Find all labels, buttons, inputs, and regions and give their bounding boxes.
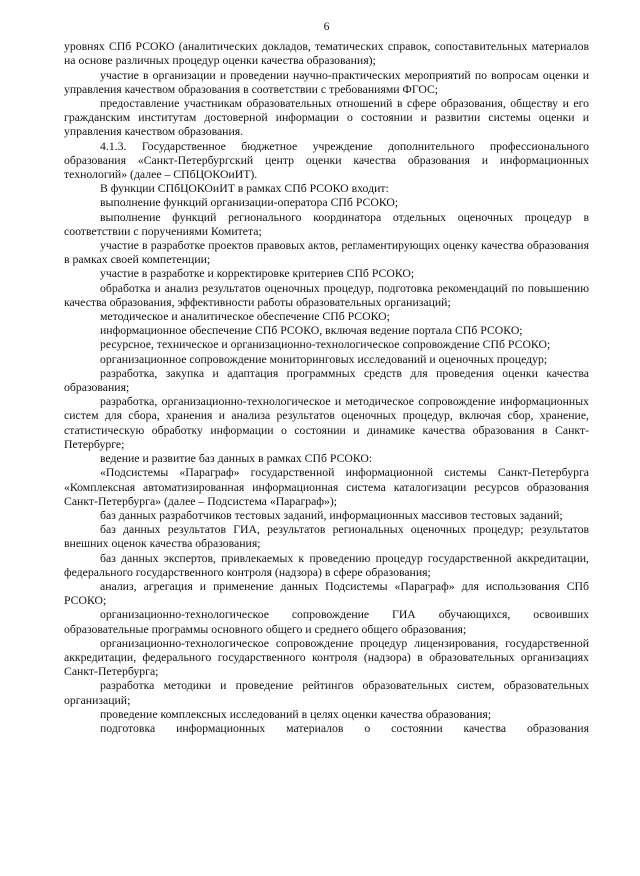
- document-page: [64, 20, 589, 736]
- paragraph: «Подсистемы «Параграф» государственной информационной системы Санкт-Петербурга «Комплексная автоматизированная информационная система каталогизации ресурсов образования Санкт-Петербурга» (далее – Подсистема «Параграф»);: [64, 466, 589, 508]
- page-number: 6: [323, 20, 330, 33]
- paragraph: уровнях СПб РСОКО (аналитических докладов, тематических справок, сопоставительных материалов на основе различных процедур оценки качества образования);: [64, 40, 589, 68]
- paragraph: разработка, закупка и адаптация программных средств для проведения оценки качества образования;: [64, 366, 589, 395]
- paragraph: обработка и анализ результатов оценочных процедур, подготовка рекомендаций по повышению качества образования, эффективности работы образовательных организаций;: [64, 281, 589, 309]
- paragraph: анализ, агрегация и применение данных Подсистемы «Параграф» для использования СПб РСОКО;: [64, 579, 589, 608]
- paragraph: методическое и аналитическое обеспечение СПб РСОКО;: [100, 310, 390, 324]
- paragraph: ресурсное, техническое и организационно-технологическое сопровождение СПб РСОКО;: [100, 338, 551, 352]
- paragraph: ведение и развитие баз данных в рамках СПб РСОКО:: [100, 452, 373, 466]
- paragraph: баз данных результатов ГИА, результатов региональных оценочных процедур; результатов внешних оценок качества образования;: [64, 523, 589, 551]
- paragraph: предоставление участникам образовательных отношений в сфере образования, обществу и его гражданским институтам достоверной информации о состоянии и развитии системы оценки и управления качеством образования.: [64, 97, 589, 139]
- document-body: [64, 40, 589, 736]
- paragraph: выполнение функций организации-оператора СПб РСОКО;: [100, 196, 399, 210]
- paragraph: участие в разработке и корректировке критериев СПб РСОКО;: [100, 267, 415, 281]
- paragraph: организационно-технологическое сопровождение процедур лицензирования, государственной аккредитации, федерального государственного контроля (надзора) в образовательных организациях Санкт-Петербурга;: [64, 636, 589, 679]
- paragraph: подготовка информационных материалов о состоянии качества образования: [100, 721, 589, 735]
- paragraph: участие в разработке проектов правовых актов, регламентирующих оценку качества образования в рамках своей компетенции;: [64, 239, 589, 267]
- paragraph: информационное обеспечение СПб РСОКО, включая ведение портала СПб РСОКО;: [100, 324, 523, 338]
- paragraph: баз данных разработчиков тестовых заданий, информационных массивов тестовых заданий;: [100, 508, 563, 522]
- paragraph: организационно-технологическое сопровождение ГИА обучающихся, освоивших образовательные программы основного общего и среднего общего образования;: [64, 608, 589, 636]
- paragraph: разработка, организационно-технологическое и методическое сопровождение информационных систем для сбора, хранения и анализа результатов оценочных процедур, включая сбор, хранение, статистическую обработку информации о состоянии и динамике качества образования в Санкт-Петербурге;: [64, 395, 589, 451]
- paragraph: участие в организации и проведении научно-практических мероприятий по вопросам оценки и управления качеством образования в соответствии с требованиями ФГОС;: [64, 68, 589, 96]
- paragraph: В функции СПбЦОКОиИТ в рамках СПб РСОКО входит:: [100, 182, 389, 196]
- paragraph: 4.1.3. Государственное бюджетное учреждение дополнительного профессионального образования «Санкт-Петербургский центр оценки качества образования и информационных технологий» (далее – СПбЦОКОиИТ).: [64, 139, 589, 182]
- paragraph: баз данных экспертов, привлекаемых к проведению процедур государственной аккредитации, федерального государственного контроля (надзора) в сфере образования;: [64, 551, 589, 579]
- paragraph: разработка методики и проведение рейтингов образовательных систем, образовательных организаций;: [64, 679, 589, 707]
- paragraph: проведение комплексных исследований в целях оценки качества образования;: [100, 707, 492, 721]
- paragraph: организационное сопровождение мониторинговых исследований и оценочных процедур;: [100, 352, 548, 366]
- paragraph: выполнение функций регионального координатора отдельных оценочных процедур в соответствии с поручениями Комитета;: [64, 210, 589, 238]
